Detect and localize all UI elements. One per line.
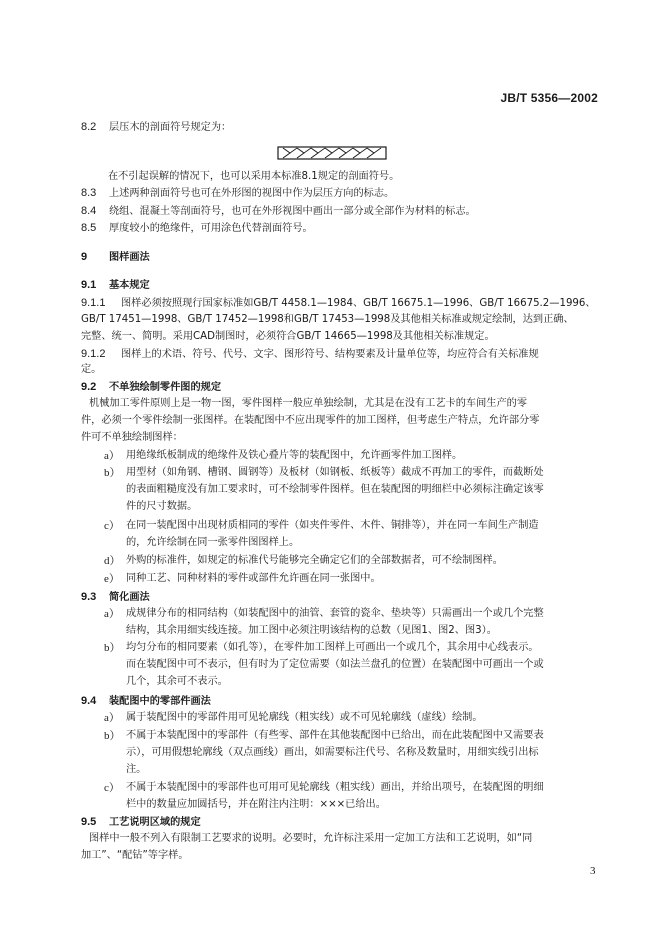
list-text: 外购的标准件，如规定的标准代号能够完全确定它们的全部数据者，可不绘制图样。: [126, 555, 503, 566]
list-text: 成规律分布的相同结构（如装配图中的油管、套管的瓷伞、垫块等）只需画出一个或几个完整: [126, 608, 544, 619]
list-text: 不属于本装配图中的零部件也可用可见轮廓线（粗实线）画出，并给出项号，在装配图的明细: [126, 782, 544, 793]
section-text: 上述两种剖面符号也可在外形图的视图中作为层压方向的标志。: [109, 188, 395, 199]
section-9-1-heading: [81, 278, 150, 293]
section-number: 9.5: [81, 816, 97, 828]
section-8-4: [81, 204, 476, 219]
section-number: 9.2: [81, 381, 97, 393]
list-text: 的，允许绘制在同一张零件图图样上。: [126, 537, 300, 548]
list-marker: c）: [104, 520, 120, 532]
section-9-2-para-line-1: 机械加工零件原则上是一物一图，零件图样一般应单独绘制，尤其是在没有工艺卡的车间生产的零: [89, 398, 528, 409]
list-marker: a）: [104, 712, 120, 724]
section-title: 不单独绘制零件图的规定: [109, 382, 222, 393]
section-text: 层压木的剖面符号规定为：: [109, 122, 232, 133]
section-9-1-1-line-3: 完整、统一、简明。采用CAD制图时，必须符合GB/T 14665—1998及其他相关标准规定。: [81, 331, 495, 342]
section-9-2-para-line-3: 件可不单独绘制图样：: [81, 432, 183, 443]
list-text: 结构，其余用细实线连接。加工图中必须注明该结构的总数（见图1、图2、图3）。: [126, 625, 497, 636]
section-number: 8.2: [81, 121, 97, 133]
list-marker: b）: [104, 730, 121, 742]
section-number: 9: [81, 251, 88, 263]
section-9-2-heading: [81, 380, 221, 395]
section-9-1-2-line-1: [81, 347, 539, 362]
list-text: 不属于本装配图中的零部件（有些零、部件在其他装配图中已给出，而在此装配图中又需要表: [126, 730, 544, 741]
list-text: 均匀分布的相同要素（如孔等），在零件加工图样上可画出一个或几个，其余用中心线表示。: [126, 642, 539, 653]
section-9-3-heading: [81, 590, 150, 605]
page-number: 3: [590, 865, 596, 877]
list-text: 用型材（如角钢、槽钢、圆钢等）及板材（如钢板、纸板等）截成不再加工的零件，而截断处: [126, 467, 544, 478]
paragraph-line: 图样上的术语、符号、代号、文字、图形符号、结构要素及计量单位等，均应符合有关标准规: [121, 349, 539, 360]
section-9-5-heading: [81, 815, 201, 830]
list-marker: a）: [104, 450, 120, 462]
section-9-heading: [81, 250, 150, 265]
section-9-1-1-line-2: GB/T 17451—1998、GB/T 17452—1998和GB/T 17453—1998及其他相关标准或规定绘制，达到正确、: [81, 314, 574, 325]
list-text: 在同一装配图中出现材质相同的零件（如夹件零件、木件、铜排等），并在同一车间生产制造: [126, 520, 539, 531]
section-text: 绕组、混凝土等剖面符号，也可在外形视图中画出一部分或全部作为材料的标志。: [109, 206, 476, 217]
standard-id: JB/T 5356—2002: [500, 91, 598, 105]
list-text: 而在装配图中可不表示，但有时为了定位需要（如法兰盘孔的位置）在装配图中可画出一个或: [126, 659, 544, 670]
section-title: 图样画法: [109, 252, 150, 263]
section-8-5: [81, 221, 313, 236]
list-marker: e）: [104, 573, 120, 585]
list-marker: a）: [104, 608, 120, 620]
list-text: 注。: [126, 764, 147, 775]
section-number: 8.5: [81, 222, 97, 234]
paragraph-line: 图样必须按照现行国家标准如GB/T 4458.1—1984、GB/T 16675.1—1996、GB/T 16675.2—1996、: [121, 298, 596, 309]
section-9-4-heading: [81, 694, 211, 709]
list-marker: c）: [104, 782, 120, 794]
list-marker: d）: [104, 555, 121, 567]
section-9-1-1-line-1: [81, 296, 596, 311]
list-text: 的表面粗糙度没有加工要求时，可不绘制零件图样。但在装配图的明细栏中必须标注确定该零: [126, 484, 544, 495]
laminated-wood-hatch-symbol: [277, 145, 387, 161]
section-number: 9.1.1: [81, 297, 106, 309]
list-text: 件的尺寸数据。: [126, 501, 198, 512]
list-text: 同种工艺、同种材料的零件或部件允许画在同一张图中。: [126, 573, 381, 584]
section-title: 工艺说明区域的规定: [109, 817, 201, 828]
section-text: 厚度较小的绝缘件，可用涂色代替剖面符号。: [109, 223, 313, 234]
list-text: 几个，其余可不表示。: [126, 676, 228, 687]
section-number: 9.1: [81, 279, 97, 291]
section-8-2-continuation: 在不引起误解的情况下，也可以采用本标准8.1规定的剖面符号。: [108, 171, 400, 182]
list-text: 栏中的数量应加圆括号，并在附注内注明：×××已给出。: [126, 799, 386, 810]
section-9-5-para-line-2: 加工”、“配钻”等字样。: [81, 850, 189, 861]
list-marker: b）: [104, 642, 121, 654]
section-number: 9.3: [81, 591, 97, 603]
section-9-1-2-line-2: 定。: [81, 364, 102, 375]
section-number: 9.1.2: [81, 348, 106, 360]
section-title: 简化画法: [109, 592, 150, 603]
section-8-2: [81, 120, 231, 135]
section-8-3: [81, 186, 394, 201]
section-number: 8.4: [81, 205, 97, 217]
section-title: 基本规定: [109, 280, 150, 291]
section-9-2-para-line-2: 件，必须一个零件绘制一张图样。在装配图中不应出现零件的加工图样，但考虑生产特点，允许部分零: [81, 415, 540, 426]
list-text: 用绝缘纸板制成的绝缘件及铁心叠片等的装配图中，允许画零件加工图样。: [126, 450, 463, 461]
section-title: 装配图中的零部件画法: [109, 696, 211, 707]
section-number: 9.4: [81, 695, 97, 707]
list-text: 示），可用假想轮廓线（双点画线）画出，如需要标注代号、名称及数量时，用细实线引出标: [126, 747, 539, 758]
section-9-5-para-line-1: 图样中一般不列入有限制工艺要求的说明。必要时，允许标注采用一定加工方法和工艺说明，如“同: [89, 833, 533, 844]
list-text: 属于装配图中的零部件用可见轮廓线（粗实线）或不可见轮廓线（虚线）绘制。: [126, 712, 483, 723]
section-number: 8.3: [81, 187, 97, 199]
list-marker: b）: [104, 467, 121, 479]
